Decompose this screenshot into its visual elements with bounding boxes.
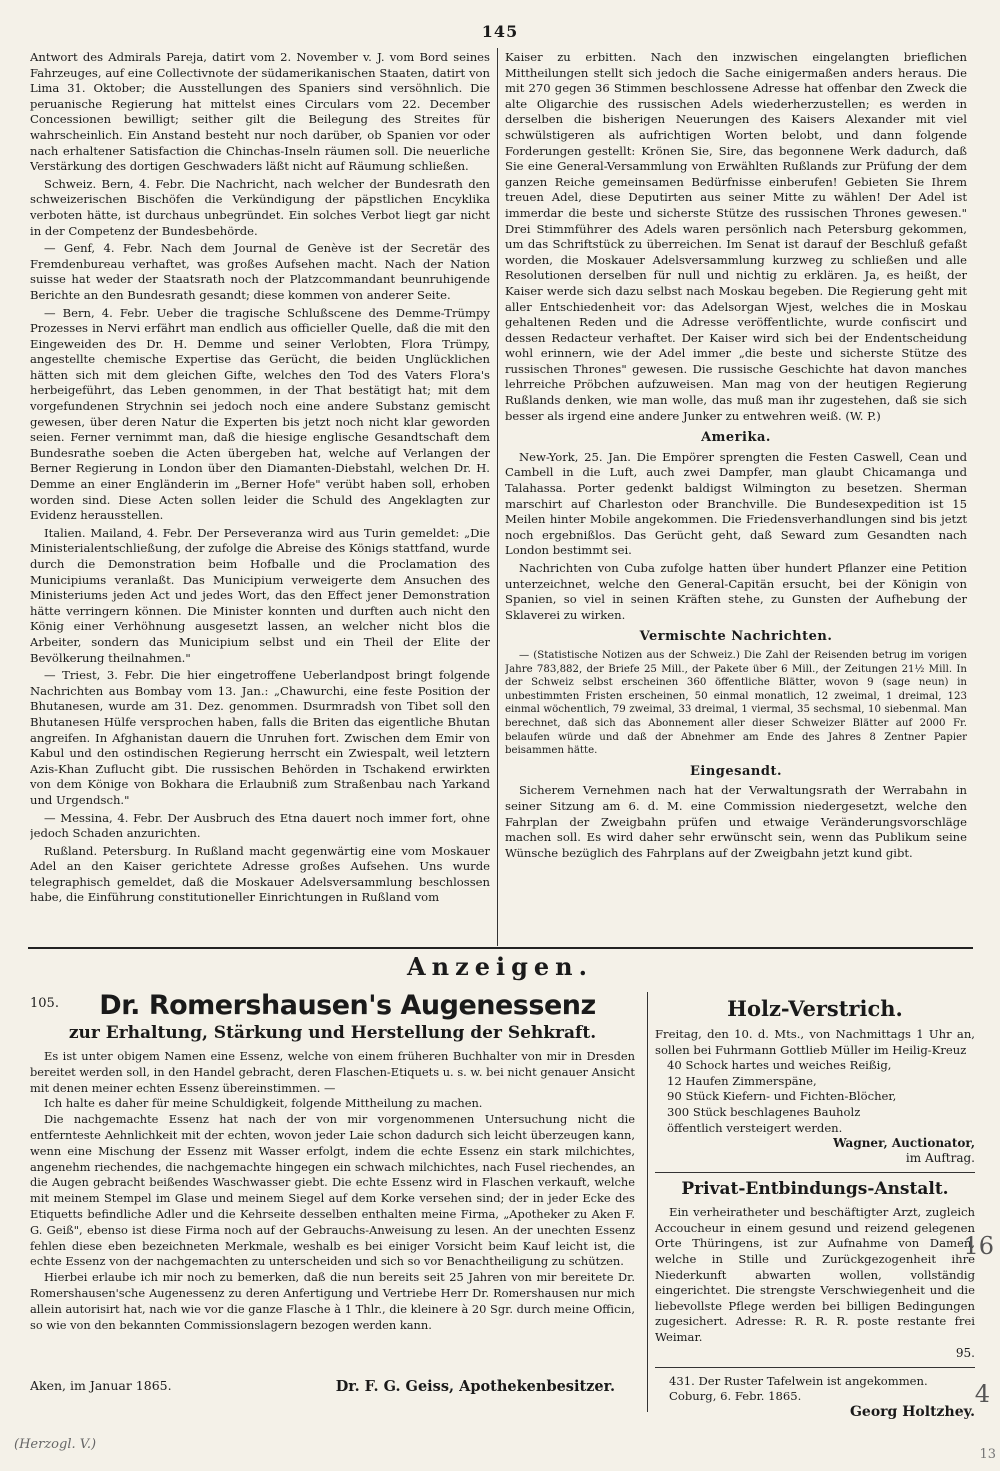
ad-holz-line: 40 Schock hartes und weiches Reißig,	[667, 1058, 892, 1073]
ads-column-divider	[647, 992, 648, 1412]
ad-body	[30, 1049, 635, 1333]
margin-mark: 13	[979, 1447, 996, 1462]
article-new-york: New-York, 25. Jan. Die Empörer sprengten die Festen Caswell, Cean und Cambell in die Luft, auch zwei Dampfer, man glaubt Chicamanga und Talahassa. Porter gedenkt baldigst Wilmington zu besetzen. Sherman marschirt auf Charleston oder Branchville. Die Bundesexpedition ist 15 Meilen hinter Mobile angekommen. Die Friedensverhandlungen sind bis jetzt noch ergebnißlos. Das Gerücht geht, daß Seward zum Gesandten nach London bestimmt sei.	[505, 449, 967, 558]
heading-vermischte: Vermischte Nachrichten.	[639, 629, 833, 645]
ad-paragraph: Die nachgemachte Essenz hat nach der von mir vorgenommenen Untersuchung nicht die entfernteste Aehnlichkeit mit der echten, wovon jeder Laie schon dadurch sich leicht überzeugen kann, wenn eine Mischung der Essenz mit Wasser erfolgt, indem die echte Essenz ein stark milchichtes, angenehm riechendes, die nachgemachte hingegen ein schwach milchichtes, nach Fusel riechendes, an die Augen gebracht beißendes Waschwasser giebt. Die echte Essenz wird in Flaschen verkauft, welche mit meinem Stempel im Glase und meinem Siegel auf dem Korke versehen sind; der in jeder Ecke des Etiquetts befindliche Adler und die Kehrseite desselben enthalten meine Firma, „Apotheker zu Aken F. G. Geiß", ebenso ist diese Firma noch auf der Gebrauchs-Anweisung zu lesen. An der unechten Essenz fehlen diese eben bezeichneten Merkmale, weshalb es bei einiger Vorsicht beim Kauf leicht ist, die echte Essenz von der nachgemachten zu unterscheiden und sich so vor Benachtheiligung zu schützen.	[30, 1112, 635, 1269]
ad-entbindung-title: Privat-Entbindungs-Anstalt.	[681, 1179, 949, 1200]
ad-holz-signer: Wagner, Auctionator,	[833, 1136, 975, 1151]
article-russland: Rußland. Petersburg. In Rußland macht gegenwärtig eine vom Moskauer Adel an den Kaiser gerichtete Adresse großes Aufsehen. Uns wurde telegraphisch gemeldet, daß die Moskauer Adelsversammlung beschlossen habe, die Einführung constitutioneller Einrichtungen in Rußland vom	[30, 843, 490, 905]
ad-divider	[655, 1172, 975, 1173]
article-triest: — Triest, 3. Febr. Die hier eingetroffene Ueberlandpost bringt folgende Nachrichten aus Bombay vom 13. Jan.: „Chawurchi, eine feste Position der Bhutanesen, wurde am 31. Dez. genommen. Dsurmradsh von Tibet soll den Bhutanesen Hülfe versprochen haben, falls die Briten das eigentliche Bhutan angreifen. In Afghanistan dauern die Unruhen fort. Zwischen dem Emir von Kabul und den ostindischen Regierung herrscht ein Zwiespalt, weil letztern Azis-Khan Zuflucht gibt. Die russischen Behörden in Tschakend erwirkten von dem Könige von Bokhara die Erlaubniß zum Straßenbau nach Yarkand und Urgendsch."	[30, 668, 490, 807]
ad-tafelwein-place: Coburg, 6. Febr. 1865.	[669, 1389, 802, 1404]
ad-tafelwein-text: 431. Der Ruster Tafelwein ist angekommen.	[669, 1373, 928, 1388]
ad-paragraph: Hierbei erlaube ich mir noch zu bemerken, daß die nun bereits seit 25 Jahren von mir bereitete Dr. Romershausen'sche Augenessenz zu deren Anfertigung und Vertriebe Herr Dr. Romershausen nur mich allein autorisirt hat, nach wie vor die ganze Flasche à 1 Thlr., die kleinere à 20 Sgr. durch meine Officin, so wie von den bekannten Commissionslagern bezogen werden kann.	[30, 1270, 635, 1332]
ad-tafelwein	[655, 1374, 975, 1405]
ad-entbindung-body	[655, 1205, 975, 1345]
article-statistik: — (Statistische Notizen aus der Schweiz.) Die Zahl der Reisenden betrug im vorigen Jahre 783,882, der Briefe 25 Mill., der Pakete über 6 Mill., der Zeitungen 21½ Mill. In der Schweiz selbst erscheinen 360 öffentliche Blätter, wovon 9 (sage neun) in unbestimmten Fristen erscheinen, 50 einmal monatlich, 12 zweimal, 1 dreimal, 123 einmal wöchentlich, 79 zweimal, 33 dreimal, 1 viermal, 35 sechsmal, 10 siebenmal. Man berechnet, daß sich das Abonnement aller dieser Schweizer Blätter auf 2000 Fr. belaufen würde und daß der Abnehmer am Ende des Jahres 8 Zentner Papier beisammen hätte.	[505, 649, 967, 757]
article-genf: — Genf, 4. Febr. Nach dem Journal de Genève ist der Secretär des Fremdenbureau verhaftet, was großes Aufsehen macht. Nach der Nation suisse hat weder der Staatsrath noch der Platzcommandant beunruhigende Berichte an den Bundesrath gesandt; diese kommen von anderer Seite.	[30, 241, 490, 302]
ad-place-date: Aken, im Januar 1865.	[30, 1378, 172, 1393]
ad-title: Dr. Romershausen's Augenessenz	[99, 990, 596, 1021]
right-column	[505, 50, 967, 945]
column-divider	[497, 48, 498, 946]
ad-divider	[655, 1367, 975, 1368]
article-russland-cont: Kaiser zu erbitten. Nach den inzwischen eingelangten brieflichen Mittheilungen stellt sich jedoch die Sache einigermaßen anders heraus. Die mit 270 gegen 36 Stimmen beschlossene Adresse hat offenbar den Zweck die alte Oligarchie des russischen Adels wiederherzustellen; es werden in derselben die bisherigen Neuerungen des Kaisers Alexander mit viel schwülstigeren als aufrichtigen Worten belobt, und dann folgende Forderungen gestellt: Krönen Sie, Sire, das begonnene Werk dadurch, daß Sie eine General-Versammlung von Erwählten Rußlands zur Prüfung der dem ganzen Reiche gemeinsamen Bedürfnisse einberufen! Gebieten Sie Ihrem treuen Adel, diese Deputirten aus seiner Mitte zu wählen! Der Adel ist immerdar die beste und sicherste Stütze des russischen Thrones gewesen." Drei Stimmführer des Adels waren persönlich nach Petersburg gekommen, um das Schriftstück zu überreichen. Im Senat ist darauf der Beschluß gefaßt worden, die Moskauer Adelsversammlung kurzweg zu schließen und alle Resolutionen derselben für null und nichtig zu erklären. Ja, es heißt, der Kaiser werde sich dazu selbst nach Moskau begeben. Die Regierung geht mit aller Entschiedenheit vor: das Adelsorgan Wjest, welches die in Moskau gehaltenen Reden und die Adresse veröffentlichte, wurde confiscirt und dessen Redacteur verhaftet. Der Kaiser wird sich bei der Endentscheidung wohl erinnern, wie der Adel immer „die beste und sicherste Stütze des russischen Thrones" gewesen. Die russische Geschichte hat davon manches lehrreiche Pröbchen aufzuweisen. Man mag von der heutigen Regierung Rußlands denken, wie man wolle, das muß man ihr zugestehen, daß sie sich besser als irgend eine andere Junker zu entwehren weiß. (W. P.)	[505, 50, 967, 423]
heading-eingesandt: Eingesandt.	[690, 763, 782, 779]
ad-paragraph: Es ist unter obigem Namen eine Essenz, welche von einem früheren Buchhalter von mir in Dresden bereitet werden soll, in den Handel gebracht, deren Flaschen-Etiquets u. s. w. bei nicht genauer Ansicht mit denen meiner echten Essenz übereinstimmen. —	[30, 1049, 635, 1095]
handwritten-note: (Herzogl. V.)	[14, 1437, 97, 1452]
margin-mark: 16	[963, 1232, 994, 1260]
ad-subtitle: zur Erhaltung, Stärkung und Herstellung der Sehkraft.	[68, 1023, 597, 1043]
ad-tafelwein-signer: Georg Holtzhey.	[849, 1403, 975, 1420]
article-schweiz-bern: Schweiz. Bern, 4. Febr. Die Nachricht, nach welcher der Bundesrath den schweizerischen Bischöfen die Verkündigung der päpstlichen Encyklika verboten hätte, ist durchaus unbegründet. Ein solches Verbot liegt gar nicht in der Competenz der Bundesbehörde.	[30, 176, 490, 238]
ad-holz-body	[655, 1027, 975, 1136]
ad-signer: Dr. F. G. Geiss, Apothekenbesitzer.	[335, 1378, 615, 1395]
ad-number: 105.	[30, 996, 59, 1011]
left-column	[30, 50, 490, 945]
ad-holz-line: 12 Haufen Zimmerspäne,	[667, 1073, 817, 1088]
ad-holz-line: 90 Stück Kiefern- und Fichten-Blöcher,	[667, 1089, 897, 1104]
article-bern-demme: — Bern, 4. Febr. Ueber die tragische Schlußscene des Demme-Trümpy Prozesses in Nervi erfährt man endlich aus officieller Quelle, daß die mit den Eingeweiden des Dr. H. Demme und seiner Verlobten, Flora Trümpy, angestellte chemische Expertise das Gerücht, die beiden Unglücklichen hätten sich mit dem gleichen Gifte, welches den Tod des Vaters Flora's herbeigeführt, das Leben genommen, in der That bestätigt hat; mit dem vorgefundenen Strychnin sei jedoch noch eine andere Substanz gemischt gewesen, über deren Natur die Experten bis jetzt noch nicht klar geworden seien. Ferner vernimmt man, daß die hiesige englische Gesandtschaft dem Bundesrathe soeben die Acten übergeben hat, welche auf Verlangen der Berner Regierung in London über den Diamanten-Diebstahl, welchen Dr. H. Demme an einer Engländerin im „Berner Hofe" verübt haben soll, erhoben worden sind. Diese Acten sollen leider die Schuld des Angeklagten zur Evidenz herausstellen.	[30, 305, 490, 523]
ad-paragraph: Ich halte es daher für meine Schuldigkeit, folgende Mittheilung zu machen.	[44, 1096, 483, 1111]
ad-holz-title: Holz-Verstrich.	[727, 996, 903, 1021]
ad-augenessenz	[30, 990, 635, 1410]
article-cuba: Nachrichten von Cuba zufolge hatten über hundert Pflanzer eine Petition unterzeichnet, welche den General-Capitän ersucht, bei der Königin von Spanien, so viel in seinen Kräften stehe, zu Gunsten der Aufhebung der Sklaverei zu wirken.	[505, 561, 967, 622]
margin-mark: 4	[974, 1380, 990, 1408]
article-chile-peru: Antwort des Admirals Pareja, datirt vom 2. November v. J. vom Bord seines Fahrzeuges, auf eine Collectivnote der südamerikanischen Staaten, datirt von Lima 31. Oktober; die Ausstellungen des Spaniers sind versöhnlich. Die peruanische Regierung hat mittelst eines Circulars vom 22. December Concessionen bewilligt; seither gilt die Beilegung des Streites für wahrscheinlich. Ein Anstand besteht nur noch darüber, ob Spanien vor oder nach erhaltener Satisfaction die Chinchas-Inseln räumen soll. Die neuerliche Verstärkung des dortigen Geschwaders läßt nicht auf Räumung schließen.	[30, 50, 490, 174]
page-number: 145	[481, 22, 519, 41]
article-messina: — Messina, 4. Febr. Der Ausbruch des Etna dauert noch immer fort, ohne jedoch Schaden anzurichten.	[30, 810, 490, 841]
ads-section-title: Anzeigen.	[407, 952, 593, 981]
ad-entbindung-number: 95.	[955, 1345, 975, 1360]
ad-holz-line: 300 Stück beschlagenes Bauholz	[667, 1104, 861, 1119]
heading-amerika: Amerika.	[701, 430, 771, 446]
ad-holz-signer-role: im Auftrag.	[905, 1151, 975, 1166]
section-divider	[28, 947, 973, 949]
article-werrabahn: Sicherem Vernehmen nach hat der Verwaltungsrath der Werrabahn in seiner Sitzung am 6. d. M. eine Commission niedergesetzt, welche den Fahrplan der Zweigbahn prüfen und etwaige Veränderungsvorschläge machen soll. Es wird daher sehr erwünscht sein, wenn das Publikum seine Wünsche bezüglich des Fahrplans auf der Zweigbahn jetzt kund gibt.	[505, 783, 967, 860]
article-italien-mailand: Italien. Mailand, 4. Febr. Der Perseveranza wird aus Turin gemeldet: „Die Ministerialentschließung, der zufolge die Abreise des Königs stattfand, wurde durch die Demonstration beim Hofballe und die Proclamation des Municipiums veranlaßt. Das Municipium verweigerte dem Ansuchen des Ministeriums jeden Act und jedes Wort, das den Effect jener Demonstration hätte verringern können. Die Minister konnten und durften auch nicht den König einer Verhöhnung ausgesetzt lassen, an welcher nicht blos die Arbeiter, sondern das Municipium selbst und ein Theil der Elite der Bevölkerung theilnahmen."	[30, 525, 490, 665]
ad-holz-line: öffentlich versteigert werden.	[667, 1120, 843, 1135]
ad-entbindung-text: Ein verheiratheter und beschäftigter Arzt, zugleich Accoucheur in einem gesund und reizend gelegenen Orte Thüringens, ist zur Aufnahme von Damen, welche in Stille und Zurückgezogenheit ihre Niederkunft abwarten wollen, vollständig eingerichtet. Die strengste Verschwiegenheit und die liebevollste Pflege werden bei billigen Bedingungen zugesichert. Adresse: R. R. R. poste restante frei Weimar.	[655, 1205, 975, 1344]
ad-holz-line: Freitag, den 10. d. Mts., von Nachmittags 1 Uhr an, sollen bei Fuhrmann Gottlieb Müller im Heilig-Kreuz	[655, 1027, 975, 1057]
ad-holz-signature	[655, 1136, 975, 1166]
ads-right-column	[655, 990, 975, 1420]
